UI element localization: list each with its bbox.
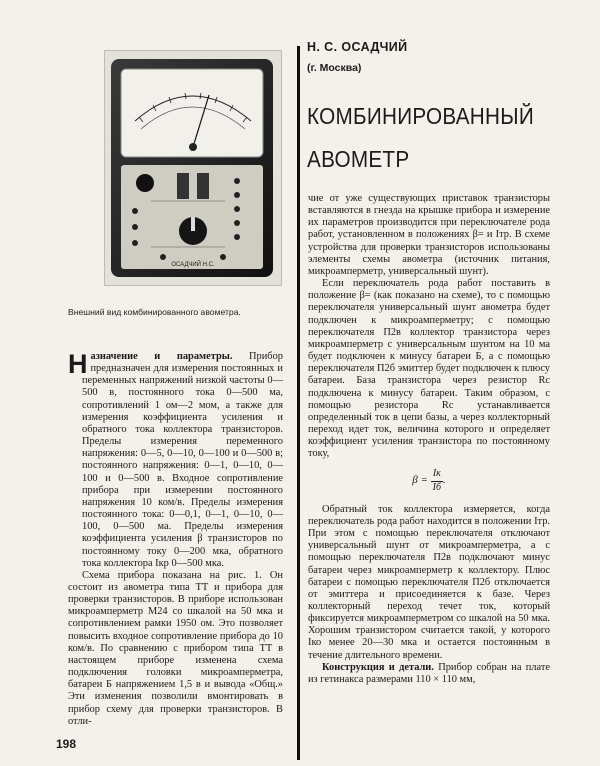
right-paragraph-3: Обратный ток коллектора измеряется, когда переключатель рода работ находится в положении Iтр. При этом с помощью переключателя отключают универсальный шунт от микроамперметра, а с помощью переключателя П2в подключают минус батареи через микроамперметр к коллектору. Плюс батареи с помощью переключателя П2б отключается от эмиттера и присоединяется к базе. Через коллекторный переход течет ток, который фиксируется микроамперметром со шкалой на 50 мка. Хорошим транзистором считается такой, у которого Iко менее 20—30 мка и остается постоянным в течение длительного времени. xyxy=(308,503,550,661)
section-heading-purpose: азначение и параметры. xyxy=(90,351,233,362)
formula-numerator: Iк xyxy=(431,468,443,481)
figure-caption: Внешний вид комбинированного авометра. xyxy=(68,307,241,317)
section-heading-construction: Конструкция и детали. xyxy=(322,661,434,673)
right-paragraph-2: Если переключатель рода работ поставить в положение β= (как показано на схеме), то с помощью переключателя универсальный шунт авометра будет подключен к микроамперметру; с помощью переключателя П2в коллектор транзистора через микроамперметр с универсальным шунтом на 10 ма будет подключен к минусу батареи Б, а с помощью переключателя П2б эмиттер будет подключен к плюсу батареи. База транзистора через резистор Rс подключена к минусу батареи. Таким образом, с помощью резистора Rс устанавливается определенный ток в цепи базы, а через коллекторный переход идет ток, величина которого и определяет коэффициент усиления транзистора по постоянному току, xyxy=(308,278,550,460)
article-title-line1: КОМБИНИРОВАННЫЙ xyxy=(307,103,534,129)
page-number: 198 xyxy=(56,737,77,751)
right-column xyxy=(308,193,550,686)
article-title-line2: АВОМЕТР xyxy=(307,146,410,172)
formula-beta xyxy=(308,468,550,493)
column-divider xyxy=(297,46,300,760)
avometer-photo xyxy=(104,50,282,286)
left-paragraph-1-text: Прибор предназначен для измерения постоянных и переменных напряжений низкой частоты 0—500 в, постоянного тока 0—500 ма, сопротивлений 1 ом—2 мом, а также для измерения коэффициента усиления и обратного тока коллектора транзисторов. Пределы измерения переменного напряжения: 0—5, 0—10, 0—100 и 0—500 в; постоянного напряжения: 0—1, 0—10, 0—100 и 0—500 в. Входное сопротивление прибора при измерении постоянного напряжения 10 ком/в. Пределы измерения постоянного тока: 0—0,1, 0—1, 0—10, 0—100, 0—500 ма. Пределы измерения коэффициента усиления β транзисторов по постоянному току 0—200 мка, обратного тока коллектора Iкр 0—500 мка. xyxy=(82,351,283,569)
right-paragraph-4 xyxy=(308,662,550,686)
left-paragraph-1 xyxy=(68,351,283,570)
formula-lhs: β = xyxy=(412,474,428,487)
author-city: (г. Москва) xyxy=(307,62,362,74)
formula-fraction xyxy=(431,468,443,493)
dropcap: Н xyxy=(68,349,88,379)
left-paragraph-2: Схема прибора показана на рис. 1. Он состоит из авометра типа ТТ и прибора для проверки транзисторов. В приборе использован микроамперметр М24 со шкалой на 50 мка и сопротивлением рамки 1950 ом. Это позволяет повысить входное сопротивление прибора до 10 ком/в. По сравнению с прибором типа ТТ в настоящем приборе изменена схема подключения головки микроамперметра, батареи Б напряжением 1,5 в и вывода «Общ.» Эти изменения позволили вмонтировать в прибор схему для проверки транзисторов. В отли- xyxy=(68,569,283,727)
left-column xyxy=(68,351,283,728)
formula-denominator: Iб xyxy=(432,481,441,493)
right-paragraph-1: чие от уже существующих приставок транзисторы вставляются в гнезда на крышке прибора и измерение их параметров производится при переключателе рода работ, установленном в положениях β= и Iтр. В схеме устройства для проверки транзисторов использованы элементы схемы авометра (источник питания, микроамперметр, универсальный шунт). xyxy=(308,193,550,277)
formula-end: . xyxy=(443,474,446,487)
device-label: ОСАДЧИЙ Н.С. xyxy=(171,262,215,268)
author-name: Н. С. ОСАДЧИЙ xyxy=(307,40,408,54)
avometer-photo-icon xyxy=(105,51,281,285)
right-paragraph-4-text: Прибор собран на плате из гетинакса размерами 110 × 110 мм, xyxy=(308,661,550,685)
